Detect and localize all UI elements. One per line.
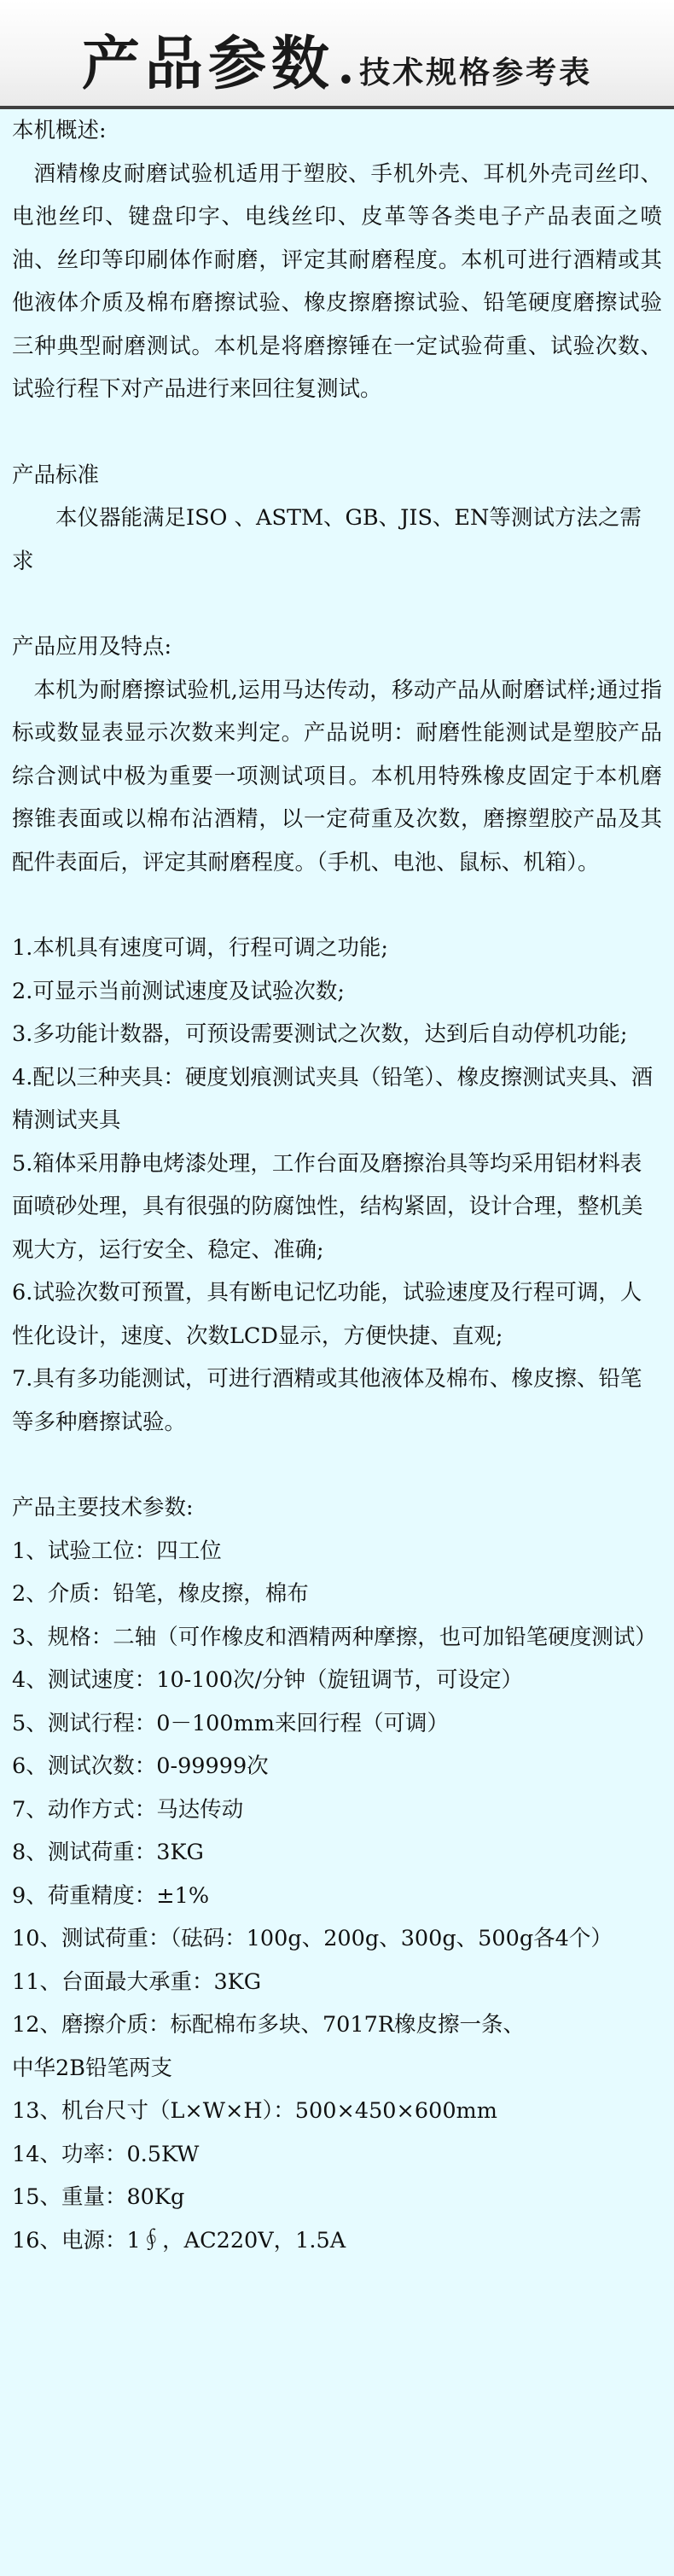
spec-item: 3、规格：二轴（可作橡皮和酒精两种摩擦，也可加铅笔硬度测试） <box>12 1624 657 1650</box>
spec-item: 7、动作方式：马达传动 <box>12 1796 244 1823</box>
application-heading: 产品应用及特点: <box>12 634 172 660</box>
section-spacer <box>12 583 662 625</box>
feature-item: 6.试验次数可预置，具有断电记忆功能，试验速度及行程可调，人性化设计，速度、次数LCD显示，方便快捷、直观; <box>12 1280 642 1349</box>
spec-item: 6、测试次数：0-99999次 <box>12 1753 269 1779</box>
spec-item: 4、测试速度：10-100次/分钟（旋钮调节，可设定） <box>12 1667 524 1693</box>
spec-item: 13、机台尺寸（L×W×H）：500×450×600mm <box>12 2098 497 2124</box>
section-spacer <box>12 1444 662 1486</box>
overview-heading: 本机概述: <box>12 118 107 143</box>
spec-item: 1、试验工位：四工位 <box>12 1538 222 1564</box>
feature-item: 7.具有多功能测试，可进行酒精或其他液体及棉布、橡皮擦、铅笔等多种磨擦试验。 <box>12 1366 642 1435</box>
spec-item: 10、测试荷重：（砝码：100g、200g、300g、500g各4个） <box>12 1926 613 1951</box>
spec-item: 11、台面最大承重：3KG <box>12 1968 262 1995</box>
spec-item: 2、介质：铅笔，橡皮擦，棉布 <box>12 1581 309 1607</box>
specs-heading: 产品主要技术参数: <box>12 1495 194 1521</box>
standard-paragraph: 本仪器能满足ISO 、ASTM、GB、JIS、EN等测试方法之需求 <box>12 505 642 574</box>
feature-item: 1.本机具有速度可调，行程可调之功能; <box>12 935 388 961</box>
application-paragraph: 本机为耐磨擦试验机,运用马达传动，移动产品从耐磨试样;通过指标或数显表显示次数来判定。产品说明：耐磨性能测试是塑胶产品综合测试中极为重要一项测试项目。本机用特殊橡皮固定于本机磨擦锥表面或以棉布沾酒精，以一定荷重及次数，磨擦塑胶产品及其配件表面后，评定其耐磨程度。（手机、电池、鼠标、机箱）。 <box>12 677 662 875</box>
document-body <box>0 109 674 2262</box>
page-subtitle: 技术规格参考表 <box>359 55 593 90</box>
specs-list <box>12 1530 662 2263</box>
spec-item: 8、测试荷重：3KG <box>12 1840 204 1865</box>
header-divider <box>0 106 674 109</box>
feature-item: 2.可显示当前测试速度及试验次数; <box>12 978 345 1004</box>
feature-item: 4.配以三种夹具：硬度划痕测试夹具（铅笔）、橡皮擦测试夹具、酒精测试夹具 <box>12 1064 654 1133</box>
title-separator-dot: • <box>337 66 355 96</box>
spec-item: 14、功率：0.5KW <box>12 2141 200 2167</box>
standard-heading: 产品标准 <box>12 462 100 488</box>
page-header-banner <box>0 0 674 109</box>
spec-item: 16、电源：1∮，AC220V，1.5A <box>12 2227 346 2253</box>
spec-item: 12、磨擦介质：标配棉布多块、7017R橡皮擦一条、 <box>12 2012 526 2038</box>
section-spacer <box>12 884 662 927</box>
spec-item: 15、重量：80Kg <box>12 2184 185 2210</box>
feature-item: 3.多功能计数器，可预设需要测试之次数，达到后自动停机功能; <box>12 1021 628 1047</box>
spec-item: 9、荷重精度：±1% <box>12 1882 210 1909</box>
feature-item: 5.箱体采用静电烤漆处理，工作台面及磨擦治具等均采用铝材料表面喷砂处理，具有很强的防腐蚀性，结构紧固，设计合理，整机美观大方，运行安全、稳定、准确; <box>12 1150 643 1263</box>
section-spacer <box>12 411 662 454</box>
spec-item: 中华2B铅笔两支 <box>12 2055 172 2081</box>
overview-paragraph: 酒精橡皮耐磨试验机适用于塑胶、手机外壳、耳机外壳司丝印、电池丝印、键盘印字、电线丝印、皮革等各类电子产品表面之喷油、丝印等印刷体作耐磨，评定其耐磨程度。本机可进行酒精或其他液体介质及棉布磨擦试验、橡皮擦磨擦试验、铅笔硬度磨擦试验三种典型耐磨测试。本机是将磨擦锤在一定试验荷重、试验次数、试验行程下对产品进行来回往复测试。 <box>12 160 662 402</box>
page-title: 产品参数 <box>81 31 334 98</box>
spec-item: 5、测试行程：0－100mm来回行程（可调） <box>12 1710 449 1736</box>
features-list <box>12 927 662 1444</box>
